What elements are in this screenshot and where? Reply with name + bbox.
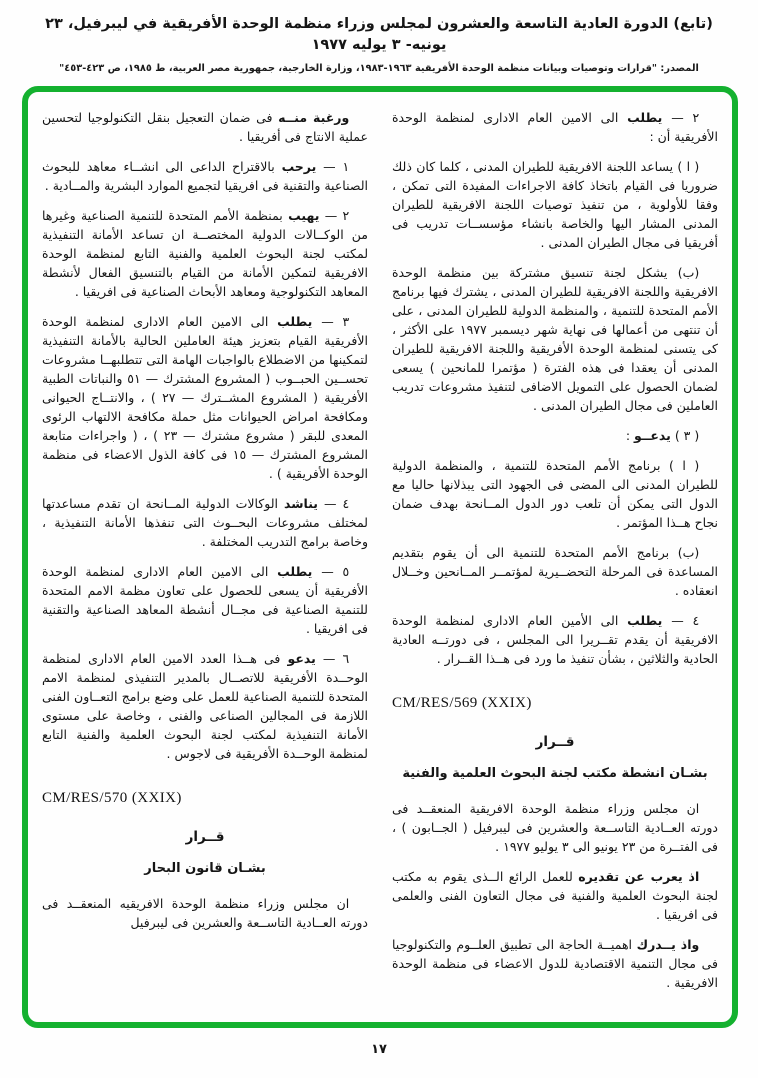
- text-segment: قــرار: [185, 829, 225, 845]
- source-line: المصدر: "قرارات وتوصيات وبيانات منظمة الوحدة الأفريقية ١٩٦٣-١٩٨٣، وزارة الخارجية، جمهورية مصر العربية، ط ١٩٨٥، ص ٤٢٣-٤٥٣": [59, 63, 699, 75]
- page-number: ١٧: [371, 1042, 387, 1057]
- text-segment: يطلب: [277, 314, 313, 329]
- text-segment: فى هــذا العدد الامين العام الادارى لمنظمة الوحــدة الأفريقية للاتصــال بالمدير التنفيذى لمنظمة الامم المتحدة للتنمية الصناعية للعمل على وضع برامج التعــاون الفنى اللازمة فى المجالين الصناعى والفنى ، وخاصة على مستوى الأمانة التنفيذية لمكتب لجنة البحوث العلمية والفنية التابع لمنظمة الوحــدة الأفريقية فى لاجوس .: [42, 651, 368, 761]
- text-segment: ( ٣ ): [670, 428, 700, 443]
- paragraph: [392, 108, 718, 146]
- text-segment: يدعــو: [634, 428, 671, 443]
- paragraph: [392, 426, 718, 445]
- paragraph: [392, 799, 718, 856]
- text-segment: الوكالات الدولية المــانحة ان تقدم مساعدتها لمختلف مشروعات البحــوث التى تنفذها الأمانة التنفيذية ، وخاصة برامج التدريب المختلفة .: [42, 496, 368, 549]
- text-segment: الى الامين العام الادارى لمنظمة الوحدة الأفريقية أن يسعى للحصول على تعاون مظمة الامم المتحدة للتنمية الصناعية فى مجــال أنشطة المعاهد الصناعية والتقنية فى افريقيا .: [42, 564, 368, 636]
- text-segment: ورغبة منــه: [278, 110, 350, 125]
- text-segment: اهميــة الحاجة الى تطبيق العلــوم والتكنولوجيا فى مجال التنمية الاقتصادية للدول الاعضاء فى منظمة الوحدة الافريقية .: [392, 937, 718, 990]
- resolution-subject: [392, 764, 718, 783]
- text-segment: الى الامين العام الادارى لمنظمة الوحدة الأفريقية القيام بتعزيز هيئة العاملين الحالية بالأمانة التنفيذية لتمكينها من الاضطلاع بالواجبات الهامة التى تتطلبهــا مشروعات تحســين الحبــوب ( المشروع المشترك — ٥١ والنباتات الطبية الأفريقية ( المشروع المشــترك — ٢٧ ) ، والانتــاج الحيوانى ومكافحة امراض الحيوانات مثل حملة مكافحة الالتهاب الرئوى المعدى للبقر ( مشروع مشترك — ٢٣ ) ، ( واجراءات متابعة المشروع المشترك — ١٥ فى كافة الذول الاعضاء فى منظمة الوحدة الأفريقية ) .: [42, 314, 369, 481]
- paragraph: [392, 157, 718, 252]
- paragraph: [392, 263, 718, 415]
- text-segment: :: [625, 428, 634, 443]
- text-segment: الى الامين العام الادارى لمنظمة الوحدة الأفريقية أن :: [392, 110, 718, 144]
- paragraph: [392, 867, 718, 924]
- text-segment: ٢ —: [662, 110, 700, 125]
- text-segment: يطلب: [627, 613, 663, 628]
- column-right: [392, 108, 718, 1012]
- text-segment: (ب) يشكل لجنة تنسيق مشتركة بين منظمة الوحدة الافريقية واللجنة الافريقية للطيران المدنى ، يشترك فيها برنامج الأمم المتحدة للتنمية ، والمنظمة الدولية للطيران المدنى ، على أن تنتهى من أعمالها فى نهاية شهر ديسمبر ١٩٧٧ على الأكثر ، كى يتسنى لمنظمة الوحدة الأفريقية واللجنة الافريقية للطيران المدنى أن يعقدا فى هذه الفترة ( مؤتمرا للمانحين ) يسعى لضمان الحصول على التمويل الاضافى لتنفيذ مشروعات تدريب العاملين فى مجال الطيران المدنى .: [392, 265, 718, 413]
- resolution-heading: [392, 733, 718, 752]
- text-segment: يطلب: [277, 564, 313, 579]
- text-segment: بشـان انشطة مكتب لجنة البحوث العلمية والفنية: [402, 766, 708, 781]
- text-segment: CM/RES/570 (XXIX): [42, 790, 182, 806]
- session-title: (تابع) الدورة العادية التاسعة والعشرون لمجلس وزراء منظمة الوحدة الأفريقية في ليبرفيل، ٢٣ يونيه- ٣ يوليه ١٩٧٧: [45, 16, 713, 54]
- text-segment: ( ا ) يساعد اللجنة الافريقية للطيران المدنى ، كلما كان ذلك ضروريا فى القيام باتخاذ كافة الاجراءات المفيدة التى تمكن ، وفقا للأولوية ، من تنفيذ توصيات اللجنة الافريقية للطيران المدنى المشار اليها والخاصة بانشاء مؤسســات تدريب فى أفريقيا فى مجال الطيران المدنى .: [392, 159, 718, 250]
- text-segment: ٦ —: [315, 651, 350, 666]
- text-segment: ١ —: [316, 159, 350, 174]
- resolution-ref: [42, 789, 368, 808]
- text-segment: ٣ —: [312, 314, 350, 329]
- text-segment: يطلب: [627, 110, 663, 125]
- paragraph: [42, 649, 368, 763]
- paragraph: [392, 543, 718, 600]
- paragraph: [42, 312, 368, 483]
- text-segment: ان مجلس وزراء منظمة الوحدة الافريقيه المنعقــد فى دورته العــادية التاســعة والعشرين فى ليبرفيل: [42, 896, 368, 930]
- text-segment: بشـان قانون البحار: [144, 861, 266, 876]
- paragraph: [392, 935, 718, 992]
- text-segment: للعمل الرائع الــذى يقوم به مكتب لجنة البحوث العلمية والفنية فى مجال التعاون الفنى والعلمى فى افريقيا .: [392, 869, 718, 922]
- paragraph: [42, 108, 368, 146]
- text-segment: فى ضمان التعجيل بنقل التكنولوجيا لتحسين عملية الانتاج فى أفريقيا .: [42, 110, 368, 144]
- text-segment: واذ يــدرك: [636, 937, 700, 952]
- content-frame: [22, 86, 738, 1028]
- text-segment: يدعو: [287, 651, 316, 666]
- text-segment: ٥ —: [312, 564, 350, 579]
- text-segment: بالاقتراح الداعى الى انشــاء معاهد للبحوث الصناعية والتقنية فى افريقيا لتجميع الموارد البشرية والمــادية .: [42, 159, 368, 193]
- paragraph: [42, 494, 368, 551]
- text-segment: الى الأمين العام الادارى لمنظمة الوحدة الافريقية أن يقدم تقــريرا الى المجلس ، فى دورتــه العادية الحادية والثلاثين ، بشأن تنفيذ ما ورد فى هــذا القــرار .: [392, 613, 718, 666]
- text-segment: ٤ —: [318, 496, 350, 511]
- paragraph: [42, 206, 368, 301]
- text-segment: يناشد: [283, 496, 318, 511]
- text-segment: بمنظمة الأمم المتحدة للتنمية الصناعية وغيرها من الوكــالات الدولية المختصــة ان تساعد الأمانة التنفيذية لمكتب لجنة البحوث العلمية والفنية التابع لمنظمة الوحدة الافريقية لتمكين الأمانة من القيام بالتنسيق الفعال لأنشطة المعاهد التكنولوجية ومعاهد الأبحاث الصناعية فى افريقيا .: [42, 208, 368, 299]
- paragraph: [392, 611, 718, 668]
- text-segment: يرحب: [281, 159, 317, 174]
- page-header: [0, 14, 758, 76]
- two-column-layout: [42, 108, 718, 1012]
- text-segment: اذ يعرب عن تقديره: [578, 869, 700, 884]
- paragraph: [42, 157, 368, 195]
- resolution-ref: [392, 694, 718, 713]
- resolution-heading: [42, 828, 368, 847]
- text-segment: ٢ —: [319, 208, 350, 223]
- text-segment: ( ا ) برنامج الأمم المتحدة للتنمية ، والمنظمة الدولية للطيران المدنى الى المضى فى الجهود التى يبذلانها حاليا مع الدول التى يمكن أن تلعب دور الدول المــانحة بهدف ضمان نجاح هــذا المؤتمر .: [392, 458, 718, 530]
- paragraph: [392, 456, 718, 532]
- column-left: [42, 108, 368, 1012]
- text-segment: (ب) برنامج الأمم المتحدة للتنمية الى أن يقوم بتقديم المساعدة فى المرحلة التحضــيرية لمؤتمــر المــانحين وخــلال انعقاده .: [392, 545, 718, 598]
- resolution-subject: [42, 859, 368, 878]
- text-segment: قــرار: [535, 734, 575, 750]
- text-segment: CM/RES/569 (XXIX): [392, 695, 532, 711]
- paragraph: [42, 894, 368, 932]
- text-segment: ان مجلس وزراء منظمة الوحدة الافريقية المنعقــد فى دورته العــادية التاســعة والعشرين فى ليبرفيل ( الجــابون ) ، فى الفتــرة من ٢٣ يونيو الى ٣ يوليو ١٩٧٧ .: [392, 801, 718, 854]
- text-segment: يهيب: [288, 208, 320, 223]
- text-segment: ٤ —: [662, 613, 700, 628]
- paragraph: [42, 562, 368, 638]
